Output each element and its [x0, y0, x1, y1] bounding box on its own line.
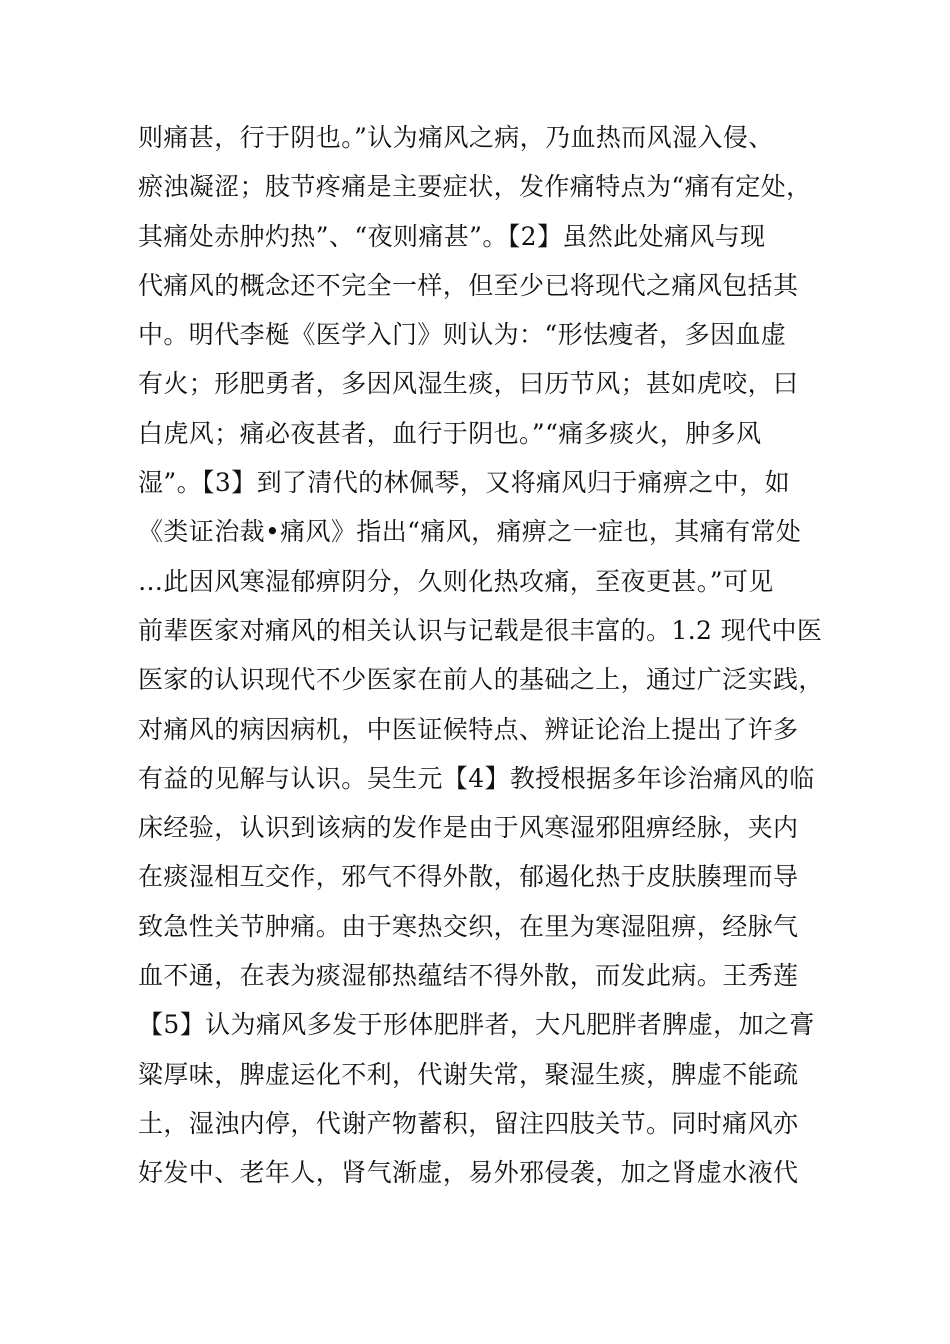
- text-line: 《类证治裁•痛风》指出“痛风，痛痹之一症也，其痛有常处: [138, 517, 802, 547]
- text-line: 血不通，在表为痰湿郁热蕴结不得外散，而发此病。王秀莲: [138, 961, 799, 991]
- text-line: 则痛甚，行于阴也。”认为痛风之病，乃血热而风湿入侵、: [138, 123, 774, 152]
- text-line: 致急性关节肿痛。由于寒热交织，在里为寒湿阻痹，经脉气: [138, 911, 799, 941]
- text-line: 中。明代李梴《医学入门》则认为：“形怯瘦者，多因血虚: [138, 320, 787, 350]
- text-line: 湿”。【3】到了清代的林佩琴，又将痛风归于痛痹之中，如: [138, 468, 790, 498]
- text-line: 其痛处赤肿灼热”、“夜则痛甚”。【2】虽然此处痛风与现: [138, 221, 766, 251]
- text-line: 【5】认为痛风多发于形体肥胖者，大凡肥胖者脾虚，加之膏: [138, 1010, 815, 1040]
- text-line: 瘀浊凝涩；肢节疼痛是主要症状，发作痛特点为“痛有定处，: [138, 172, 812, 202]
- text-line: 好发中、老年人，肾气渐虚，易外邪侵袭，加之肾虚水液代: [138, 1158, 799, 1188]
- text-line: 土，湿浊内停，代谢产物蓄积，留注四肢关节。同时痛风亦: [138, 1108, 799, 1138]
- text-line: 医家的认识现代不少医家在前人的基础之上，通过广泛实践，: [138, 665, 824, 695]
- text-line: 代痛风的概念还不完全一样，但至少已将现代之痛风包括其: [138, 270, 799, 300]
- text-line: 白虎风；痛必夜甚者，血行于阴也。”“痛多痰火，肿多风: [138, 418, 762, 448]
- text-line: 对痛风的病因病机，中医证候特点、辨证论治上提出了许多: [138, 714, 799, 744]
- text-line: 有益的见解与认识。吴生元【4】教授根据多年诊治痛风的临: [138, 763, 815, 793]
- text-line: 前辈医家对痛风的相关认识与记载是很丰富的。1.2 现代中医: [138, 615, 823, 645]
- body-paragraph: [138, 113, 828, 1198]
- text-line: 有火；形肥勇者，多因风湿生痰，曰历节风；甚如虎咬，曰: [138, 369, 799, 399]
- text-line: …此因风寒湿郁痹阴分，久则化热攻痛，至夜更甚。”可见: [138, 566, 774, 596]
- text-line: 在痰湿相互交作，邪气不得外散，郁遏化热于皮肤腠理而导: [138, 862, 799, 892]
- text-line: 粱厚味，脾虚运化不利，代谢失常，聚湿生痰，脾虚不能疏: [138, 1059, 799, 1089]
- text-line: 床经验，认识到该病的发作是由于风寒湿邪阻痹经脉，夹内: [138, 813, 799, 843]
